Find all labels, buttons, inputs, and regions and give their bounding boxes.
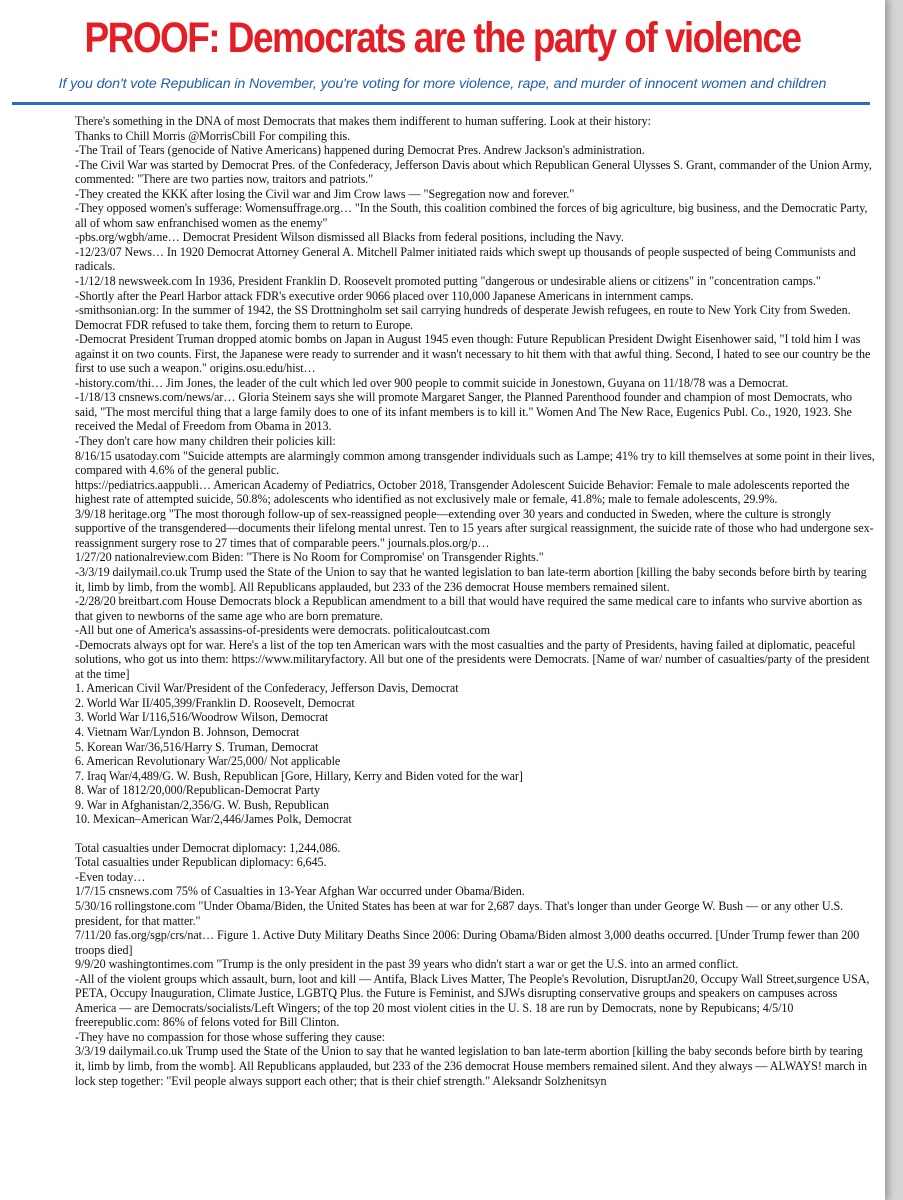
headline: PROOF: Democrats are the party of violence [84,14,801,62]
totals-paragraph: Total casualties under Democrat diplomacy: 1,244,086. [75,840,341,855]
totals-paragraph: 7/11/20 fas.org/sgp/crs/nat… Figure 1. Active Duty Military Deaths Since 2006: During Obama/Biden almost 3,000 deaths occurred. [Under Trump fewer than 200 troops died] [75,928,860,957]
subheadline: If you don't vote Republican in November, you're voting for more violence, rape, and murder of innocent women and children [58,76,827,92]
war-list-item: 3. World War I/116,516/Woodrow Wilson, Democrat [75,710,329,725]
war-list-item: 10. Mexican–American War/2,446/James Polk, Democrat [75,812,352,827]
history-paragraph: -2/28/20 breitbart.com House Democrats block a Republican amendment to a bill that would have required the same medical care to infants who survive abortion as that given to newborns of the same age who are born premature. [75,594,862,623]
totals-section [75,841,875,1088]
war-list-item: 6. American Revolutionary War/25,000/ Not applicable [75,754,341,769]
totals-paragraph: Total casualties under Republican diplomacy: 6,645. [75,855,327,870]
war-list-item: 1. American Civil War/President of the Confederacy, Jefferson Davis, Democrat [75,681,459,696]
history-paragraph: 3/9/18 heritage.org "The most thorough follow-up of sex-reassigned people—extending over 30 years and conducted in Sweden, where the culture is strongly supportive of the transgendered—documents their lifelong mental unrest. Ten to 15 years after surgical reassignment, the suicide rate of those who had undergone sex-reassignment surgery rose to 27 times that of comparable peers." journals.plos.org/p… [75,506,874,550]
history-section [75,143,875,681]
wars-list [75,681,875,826]
history-paragraph: -Shortly after the Pearl Harbor attack FDR's executive order 9066 placed over 110,000 Japanese Americans in internment camps. [75,288,694,303]
totals-paragraph: 3/3/19 dailymail.co.uk Trump used the State of the Union to say that he wanted legislation to ban late-term abortion [killing the baby seconds before birth by tearing it, limb by limb, from the womb]. All Republicans applauded, but 233 of the 236 democrat House members remained silent. And they always — ALWAYS! march in lock step together: "Evil people always support each other; that is their chief strength." Aleksandr Solzhenitsyn [75,1044,868,1088]
totals-paragraph: 5/30/16 rollingstone.com "Under Obama/Biden, the United States has been at war for 2,687 days. That's longer than under George W. Bush — or any other U.S. president, for that matter." [75,898,844,928]
totals-paragraph: 9/9/20 washingtontimes.com "Trump is the only president in the past 39 years who didn't start a war or get the U.S. into an armed conflict. [75,957,739,972]
history-paragraph: -pbs.org/wgbh/ame… Democrat President Wilson dismissed all Blacks from federal positions, including the Navy. [75,230,624,245]
history-paragraph: -All but one of America's assassins-of-presidents were democrats. politicaloutcast.com [75,623,490,638]
history-paragraph: -1/12/18 newsweek.com In 1936, President Franklin D. Roosevelt promoted putting "dangerous or undesirable aliens or citizens" in "concentration camps." [75,274,821,289]
war-list-item: 9. War in Afghanistan/2,356/G. W. Bush, Republican [75,797,329,812]
history-paragraph: -They opposed women's sufferage: Womensuffrage.org… "In the South, this coalition combined the forces of big agriculture, big business, and the Democratic Party, all of whom saw enfranchised women as the enemy" [75,201,868,230]
history-paragraph: -Democrat President Truman dropped atomic bombs on Japan in August 1945 even though: Future Republican President Dwight Eisenhower said, "I told him I was against it on two counts. First, the Japanese were ready to surrender and it wasn't necessary to hit them with that awful thing. Second, I hated to see our country be the first to use such a weapon." origins.osu.edu/hist… [75,332,871,376]
history-paragraph: -3/3/19 dailymail.co.uk Trump used the State of the Union to say that he wanted legislation to ban late-term abortion [killing the baby seconds before birth by tearing it, limb by limb, from the womb]. All Republicans applauded, but 233 of the 236 democrat House members remained silent. [75,564,867,594]
history-paragraph: -The Trail of Tears (genocide of Native Americans) happened during Democrat Pres. Andrew Jackson's administration. [75,143,645,158]
war-list-item: 2. World War II/405,399/Franklin D. Roosevelt, Democrat [75,695,355,710]
totals-paragraph: -They have no compassion for those whose suffering they cause: [75,1029,386,1044]
war-list-item: 7. Iraq War/4,489/G. W. Bush, Republican [Gore, Hillary, Kerry and Biden voted for the war] [75,768,523,783]
divider-line [12,102,870,105]
intro-section [75,114,875,143]
history-paragraph: -They created the KKK after losing the Civil war and Jim Crow laws — "Segregation now and forever." [75,186,575,201]
history-paragraph: 1/27/20 nationalreview.com Biden: "There is No Room for Compromise' on Transgender Rights." [75,550,544,565]
war-list-item: 8. War of 1812/20,000/Republican-Democrat Party [75,783,320,798]
totals-paragraph: 1/7/15 cnsnews.com 75% of Casualties in 13-Year Afghan War occurred under Obama/Biden. [75,884,525,899]
totals-paragraph: -Even today… [75,869,146,884]
spacer [75,827,875,841]
history-paragraph: -Democrats always opt for war. Here's a list of the top ten American wars with the most casualties and the party of Presidents, having failed at diplomatic, peaceful solutions, who got us into them: https://www.militaryfactory. All but one of the presidents were Democrats. [Name of war/ number of casualties/party of the president at the time] [75,637,870,681]
totals-paragraph: -All of the violent groups which assault, burn, loot and kill — Antifa, Black Lives Matter, The People's Revolution, DisruptJan20, Occupy Wall Street,surgence USA, PETA, Occupy Inauguration, Climate Justice, LGBTQ Plus. the Future is Feminist, and SJWs disrupting conservative groups and speakers on campuses across America — are Democrats/socialists/Left Wingers; of the top 20 most violent cities in the U. S. 18 are run by Democrats, none by Repubicans; 4/5/10 freerepublic.com: 86% of felons voted for Bill Clinton. [75,971,870,1030]
war-list-item: 4. Vietnam War/Lyndon B. Johnson, Democrat [75,724,300,739]
article-body [75,114,875,1088]
history-paragraph: 8/16/15 usatoday.com "Suicide attempts are alarmingly common among transgender individuals such as Lampe; 41% try to kill themselves at some point in their lives, compared with 4.6% of the general public. [75,448,875,478]
history-paragraph: -smithsonian.org: In the summer of 1942, the SS Drottningholm set sail carrying hundreds of desperate Jewish refugees, en route to New York City from Sweden. Democrat FDR refused to take them, forcing them to return to Europe. [75,303,851,332]
intro-line: There's something in the DNA of most Democrats that makes them indifferent to human suffering. Look at their history: [75,114,651,128]
history-paragraph: -The Civil War was started by Democrat Pres. of the Confederacy, Jefferson Davis about which Republican General Ulysses S. Grant, commander of the Union Army, commented: "There are two parties now, traitors and patriots." [75,157,872,187]
history-paragraph: -1/18/13 cnsnews.com/news/ar… Gloria Steinem says she will promote Margaret Sanger, the Planned Parenthood founder and champion of most Democrats, who said, "The most merciful thing that a large family does to one of its infant members is to kill it." Women And The New Race, Eugenics Publ. Co., 1920, 1923. She received the Medal of Freedom from Obama in 2013. [75,390,853,434]
intro-line: Thanks to Chill Morris @MorrisCbill For compiling this. [75,128,351,143]
history-paragraph: -history.com/thi… Jim Jones, the leader of the cult which led over 900 people to commit suicide in Jonestown, Guyana on 11/18/78 was a Democrat. [75,375,789,390]
history-paragraph: https://pediatrics.aappubli… American Academy of Pediatrics, October 2018, Transgender Adolescent Suicide Behavior: Female to male adolescents reported the highest rate of attempted suicide, 50.8%; adolescents who identified as not exclusively male or female, 41.8%; male to female adolescents, 29.9%. [75,477,850,507]
history-paragraph: -They don't care how many children their policies kill: [75,434,336,449]
history-paragraph: -12/23/07 News… In 1920 Democrat Attorney General A. Mitchell Palmer initiated raids which swept up thousands of people suspected of being Communists and radicals. [75,244,856,274]
war-list-item: 5. Korean War/36,516/Harry S. Truman, Democrat [75,739,319,754]
